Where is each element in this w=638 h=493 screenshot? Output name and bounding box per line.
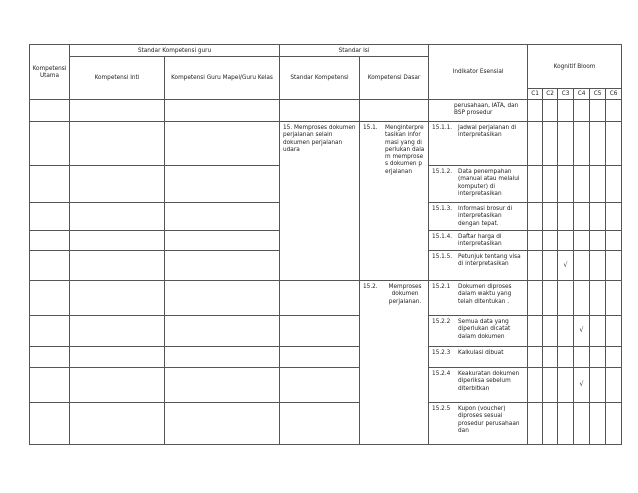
header-level-c1: C1 [528,89,543,100]
indikator-text: Daftar harga di interpretasikan [458,232,502,248]
table-row [30,403,622,445]
indikator-number: 15.2.3 [432,348,451,356]
header-kognitif-bloom: Kognitif Bloom [528,45,622,89]
standar-kompetensi-cell [280,122,360,281]
table-row [30,347,622,368]
indikator-text: Jadwal perjalanan di interpretasikan [458,123,517,139]
table-row [30,100,622,122]
indikator-number: 15.1.5. [432,252,453,260]
table-row [30,316,622,347]
indikator-text: Dokumen diproses dalam waktu yang telah ditentukan . [458,282,512,305]
kd-text: Menginterpretasikan informasi yang diperlukan dalam memproses dokumen perjalanan [385,123,425,175]
indikator-number: 15.2.2 [432,317,451,325]
indikator-text: Petunjuk tentang visa di interpretasikan [458,252,521,268]
kd-text: Memproses dokumen perjalanan. [388,282,422,305]
check-mark: √ [558,251,574,281]
header-level-c6: C6 [606,89,622,100]
indikator-number: 15.2.4 [432,369,451,377]
header-kompetensi-dasar: Kompetensi Dasar [360,57,429,100]
indikator-number: 15.1.1. [432,123,453,131]
indikator-number: 15.2.1 [432,282,451,290]
indikator-number: 15.1.4. [432,232,453,240]
indikator-text: Kupon (voucher) diproses sesuai prosedur perusahaan dan [458,404,520,434]
indikator-text: Semua data yang diperlukan dicatat dalam dokumen [458,317,511,340]
kd-number: 15.1. [363,123,378,131]
table-row [30,122,622,166]
header-level-c3: C3 [558,89,574,100]
table-row [30,368,622,403]
header-standar-kompetensi: Standar Kompetensi [280,57,360,100]
check-mark: √ [574,368,590,403]
competency-table [29,44,622,445]
header-indikator-esensial: Indikator Esensial [429,45,528,100]
header-standar-kompetensi-guru: Standar Kompetensi guru [70,45,280,57]
standar-kompetensi-text: 15. Memproses dokumen perjalanan selain dokumen perjalanan udara [283,123,356,153]
header-level-c5: C5 [590,89,606,100]
indikator-number: 15.1.3. [432,204,453,212]
header-kompetensi-utama: Kompetensi Utama [30,45,70,100]
indikator-text: Kalkulasi dibuat [458,348,504,356]
header-standar-isi: Standar Isi [280,45,429,57]
header-level-c4: C4 [574,89,590,100]
kompetensi-dasar-1 [360,122,429,281]
indikator-continuation: perusahaan, IATA, dan BSP prosedur [454,101,519,117]
header-kompetensi-inti: Kompetensi Inti [70,57,165,100]
kompetensi-dasar-2 [360,281,429,445]
indikator-text: Data penempahan (manual atau melalui komputer) di interpretasikan [458,167,520,197]
indikator-text: Keakuratan dokumen diperiksa sebelum diterbitkan [458,369,520,392]
header-level-c2: C2 [543,89,558,100]
header-kompetensi-guru-mapel: Kompetensi Guru Mapel/Guru Kelas [165,57,280,100]
kd-number: 15.2. [363,282,378,290]
table-row [30,281,622,316]
indikator-text: Informasi brosur di interpretasikan dengan tepat. [458,204,513,227]
indikator-number: 15.2.5 [432,404,451,412]
check-mark: √ [574,316,590,347]
indikator-number: 15.1.2. [432,167,453,175]
